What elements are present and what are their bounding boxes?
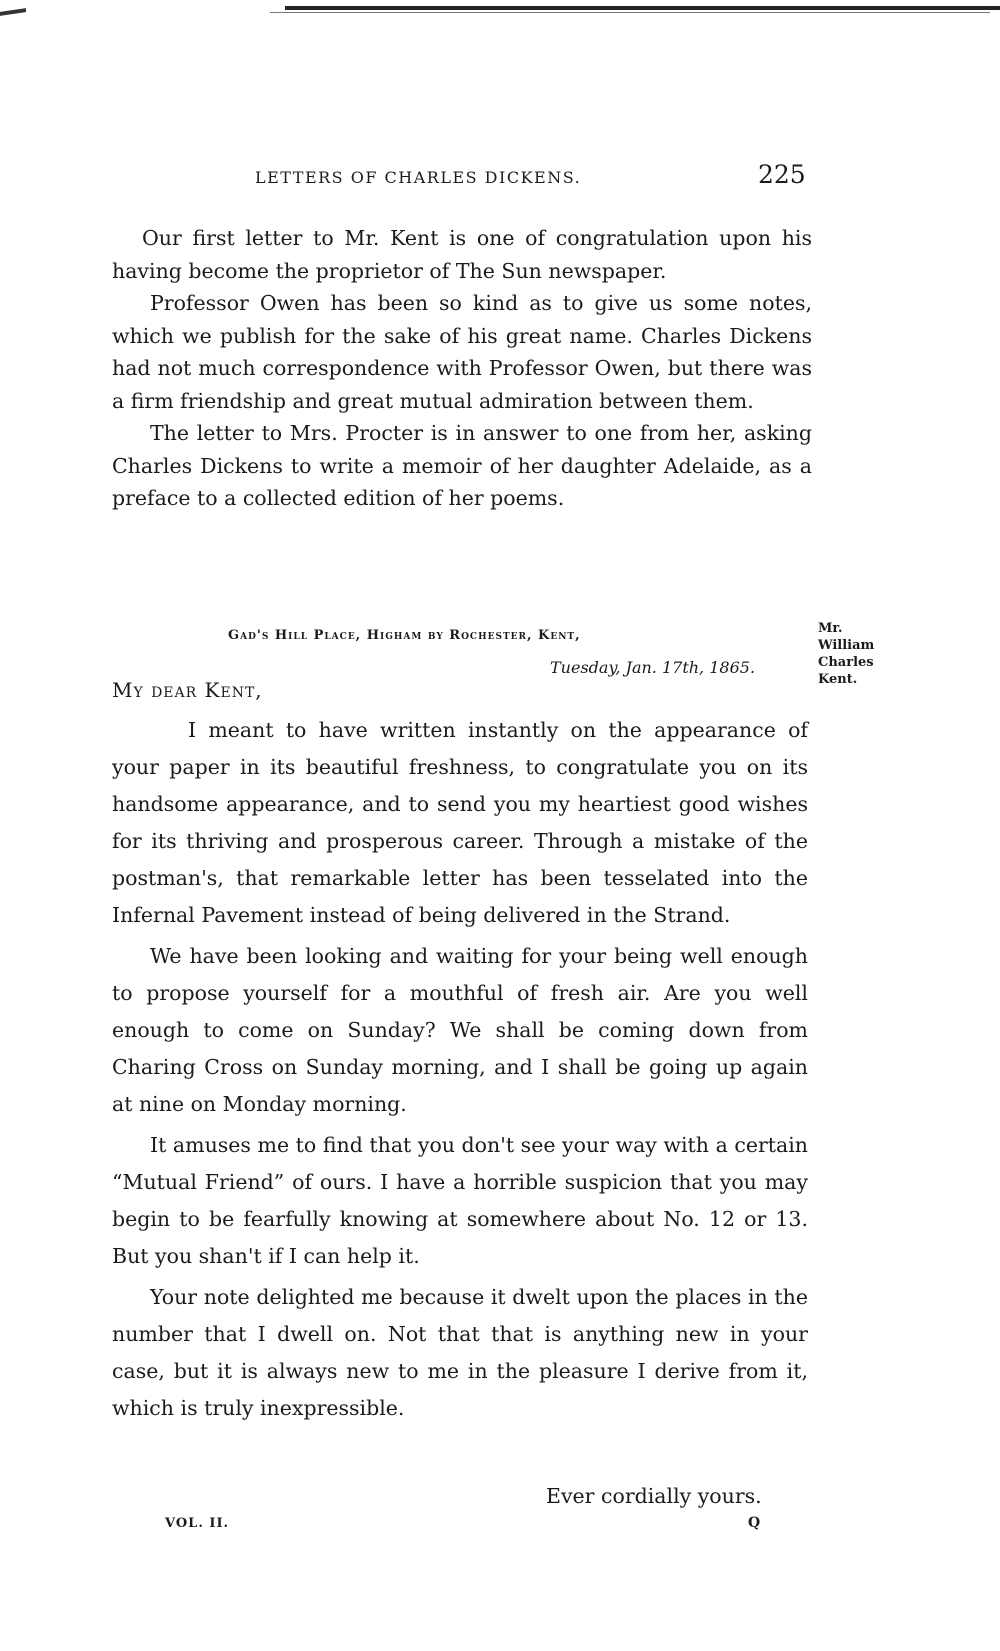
letter-body: [112, 712, 808, 1431]
volume-signature-mark: VOL. II.: [165, 1516, 230, 1531]
page-number: 225: [758, 160, 806, 189]
intro-section: [112, 222, 812, 515]
letter-paragraph-1: I meant to have written instantly on the appearance of your paper in its beautiful freshness, to congratulate you on its handsome appearance, and to send you my heartiest good wishes for its thriving and prosperous career. Through a mistake of the postman's, that remarkable letter has been tesselated into the Infernal Pavement instead of being delivered in the Strand.: [112, 718, 808, 927]
letter-paragraph-4: Your note delighted me because it dwelt upon the places in the number that I dwell on. Not that that is anything new in your case, but it is always new to me in the pleasure I derive from it, which is truly inexpressible.: [112, 1285, 808, 1420]
gathering-signature-letter: Q: [748, 1515, 761, 1531]
recipient-margin-note: Mr. William Charles Kent.: [818, 621, 875, 687]
top-scan-border: [285, 6, 1000, 10]
intro-paragraph-3: The letter to Mrs. Procter is in answer to one from her, asking Charles Dickens to write a memoir of her daughter Adelaide, as a preface to a collected edition of her poems.: [112, 421, 812, 510]
top-scan-line: [270, 12, 990, 13]
scan-smudge: [0, 8, 26, 16]
letter-paragraph-2: We have been looking and waiting for your being well enough to propose yourself for a mouthful of fresh air. Are you well enough to come on Sunday? We shall be coming down from Charing Cross on Sunday morning, and I shall be going up again at nine on Monday morning.: [112, 944, 808, 1116]
letter-address: Gad's Hill Place, Higham by Rochester, Kent,: [228, 628, 581, 643]
intro-paragraph-1: Our first letter to Mr. Kent is one of congratulation upon his having become the proprietor of The Sun newspaper.: [112, 226, 812, 283]
letter-salutation: My dear Kent,: [112, 678, 263, 702]
intro-paragraph-2: Professor Owen has been so kind as to give us some notes, which we publish for the sake of his great name. Charles Dickens had not much correspondence with Professor Owen, but there was a firm friendship and great mutual admiration between them.: [112, 291, 812, 413]
letter-closing: Ever cordially yours.: [546, 1484, 762, 1508]
letter-date: Tuesday, Jan. 17th, 1865.: [550, 658, 756, 677]
letter-paragraph-3: It amuses me to find that you don't see your way with a certain “Mutual Friend” of ours. I have a horrible suspicion that you may begin to be fearfully knowing at somewhere about No. 12 or 13. But you shan't if I can help it.: [112, 1133, 808, 1268]
running-head: LETTERS OF CHARLES DICKENS.: [255, 168, 582, 187]
